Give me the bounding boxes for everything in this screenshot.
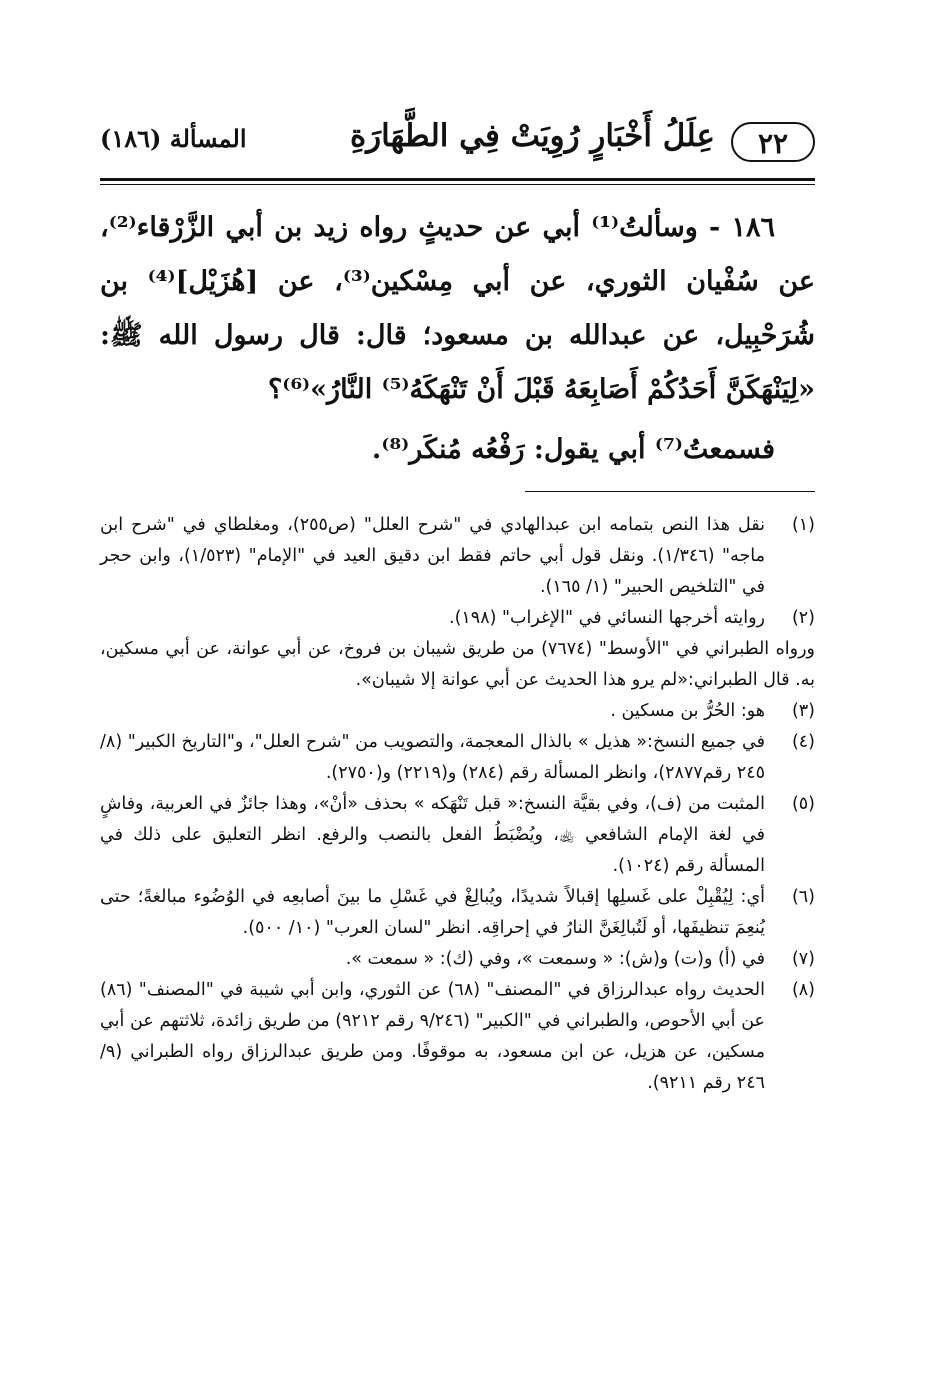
footnote-1: [100, 510, 815, 603]
footnote-2: [100, 603, 815, 634]
footnote-number: (٨): [791, 980, 815, 1000]
footnote-7: [100, 944, 815, 975]
masala-label: المسألة (١٨٦): [100, 124, 247, 153]
question-paragraph: ١٨٦ - وسألتُ⁽¹⁾ أبي عن حديثٍ رواه زيد بن أبي الزَّرْقاء⁽²⁾، عن سُفْيان الثوري، عن أبي مِسْكين⁽³⁾، عن [هُزَيْل]⁽⁴⁾ بن شُرَحْبِيل، عن عبدالله بن مسعود؛ قال: قال رسول الله ﷺ: «لِيَنْهَكَنَّ أَحَدُكُمْ أَصَابِعَهُ قَبْلَ أَنْ تَنْهَكَهُ⁽⁵⁾ النَّارُ»⁽⁶⁾؟: [100, 212, 815, 405]
footnote-number: (٦): [791, 887, 815, 907]
footnote-4: [100, 727, 815, 789]
page-number-badge: ٢٢: [731, 122, 815, 162]
footnote-number: (٤): [791, 732, 815, 752]
book-title: عِلَلُ أَخْبَارٍ رُوِيَتْ فِي الطَّهَارَةِ: [349, 118, 715, 154]
footnote-5: [100, 789, 815, 882]
footnote-2-continuation: ورواه الطبراني في "الأوسط" (٧٦٧٤) من طريق شيبان بن فروخ، عن أبي عوانة، عن أبي مسكين، به. قال الطبراني:«لم يرو هذا الحديث عن أبي عوانة إلا شيبان».: [100, 639, 815, 690]
footnote-number: (٥): [791, 794, 815, 814]
footnote-separator: [525, 491, 815, 492]
footnote-number: (٣): [791, 701, 815, 721]
footnote-text: أي: لِيُقْبِلْ على غَسلِها إقبالاً شديدًا، ويُبالِغْ في غَسْلِ ما بينَ أصابعِه في الوُضُوء مبالغةً؛ حتى يُنعِمَ تنظيفَها، أو لَتُبالِغَنَّ النارُ في إحراقِه. انظر "لسان العرب" (١٠/ ٥٠٠).: [100, 887, 765, 938]
footnote-text: نقل هذا النص بتمامه ابن عبدالهادي في "شرح العلل" (ص٢٥٥)، ومغلطاي في "شرح ابن ماجه" (١/٣٤٦). ونقل قول أبي حاتم فقط ابن دقيق العيد في "الإمام" (١/٥٢٣)، وابن حجر في "التلخيص الحبير" (١/ ١٦٥).: [100, 515, 766, 597]
footnote-text: الحديث رواه عبدالرزاق في "المصنف" (٦٨) عن الثوري، وابن أبي شيبة في "المصنف" (٨٦) عن أبي الأحوص، والطبراني في "الكبير" (٩/٢٤٦ رقم ٩٢١٢) من طريق زائدة، ثلاثتهم عن أبي مسكين، عن هزيل، عن ابن مسعود، به موقوفًا. ومن طريق عبدالرزاق رواه الطبراني (٩/ ٢٤٦ رقم ٩٢١١).: [100, 980, 765, 1093]
footnote-8: [100, 975, 815, 1099]
footnote-text: في (أ) و(ت) و(ش): « وسمعت »، وفي (ك): « سمعت ».: [345, 949, 765, 969]
book-page: [100, 110, 815, 1099]
footnote-text: في جميع النسخ:« هذيل » بالذال المعجمة، والتصويب من "شرح العلل"، و"التاريخ الكبير" (٨/ ٢٤٥ رقم٢٨٧٧)، وانظر المسألة رقم (٢٨٤) و(٢٢١٩) و(٢٧٥٠).: [100, 732, 765, 783]
page-header: [100, 110, 815, 172]
footnote-6: [100, 882, 815, 944]
footnote-3: [100, 696, 815, 727]
verdict-paragraph: فسمعتُ⁽⁷⁾ أبي يقول: رَفْعُه مُنكَر⁽⁸⁾.: [371, 434, 775, 465]
footnote-text: روايته أخرجها النسائي في "الإغراب" (١٩٨).: [449, 608, 765, 628]
footnote-text: المثبت من (ف)، وفي بقيَّة النسخ:« قبل تَنْهَكه » بحذف «أنْ»، وهذا جائزٌ في العربية، وفاشٍ في لغة الإمام الشافعي ﵀، ويُضْبَطُ الفعل بالنصب والرفع. انظر التعليق على ذلك في المسألة رقم (١٠٢٤).: [100, 794, 765, 876]
header-rule-thin: [100, 184, 815, 185]
footnote-number: (٢): [791, 608, 815, 628]
footnote-text: هو: الحُرُّ بن مسكين .: [610, 701, 765, 721]
header-rule-thick: [100, 178, 815, 181]
footnotes: [100, 510, 815, 1099]
main-text: [100, 201, 815, 477]
footnote-number: (٧): [791, 949, 815, 969]
footnote-number: (١): [791, 515, 815, 535]
